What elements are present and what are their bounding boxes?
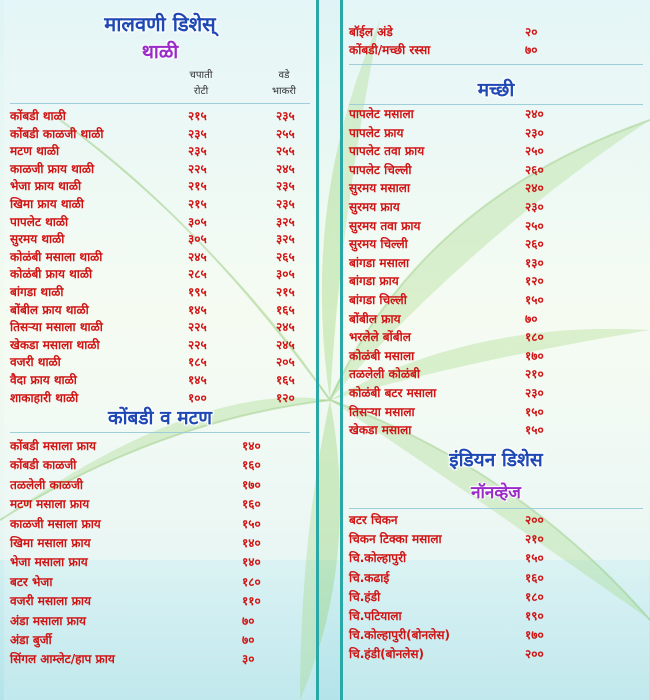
indian-dishes-title: इंडियन डिशेस [449,449,543,471]
menu-row [10,632,312,649]
dish-price-alt: ३२५ [276,214,295,229]
menu-row [349,236,645,253]
menu-row [349,329,645,346]
chicken-mutton-title: कोंबडी व मटण [108,407,212,429]
dish-price: १४५ [188,302,207,317]
dish-price: २३५ [188,144,207,159]
menu-row [349,180,645,197]
dish-price: २१० [525,367,544,382]
dish-price: २४० [525,107,544,121]
menu-row [10,535,312,552]
mutton-divider [10,432,310,433]
dish-price: २६० [525,237,544,252]
dish-name: पापलेट थाळी [10,214,69,229]
menu-row [349,199,645,216]
menu-row [349,255,645,272]
dish-price: १६० [242,458,261,473]
menu-row [349,366,645,383]
menu-row [10,178,312,195]
dish-name: पापलेट तवा फ्राय [349,144,425,159]
top-divider [349,64,643,65]
menu-row [349,106,645,123]
menu-row [10,651,312,668]
menu-row [349,627,645,644]
dish-name: चि.हंडी(बोनलेस) [349,647,425,662]
menu-row [349,512,645,529]
dish-name: वैदा फ्राय थाळी [10,373,77,387]
dish-name: कोळंबी बटर मसाला [349,386,437,400]
dish-price-alt: १६५ [276,373,295,387]
dish-name: बांगडा चिल्ली [349,293,407,307]
dish-price: ७० [242,613,255,628]
dish-name: चि.पटियाला [349,609,402,623]
dish-price-alt: २३५ [276,197,295,211]
dish-name: बांगडा थाळी [10,285,64,299]
menu-row [349,550,645,567]
dish-price: १८० [525,589,544,604]
menu-row [10,496,312,513]
dish-price: ३० [242,652,255,667]
dish-price: २३५ [188,126,207,141]
menu-row [10,574,312,591]
dish-name: काळजी फ्राय थाळी [10,161,95,176]
dish-name: काळजी मसाला फ्राय [10,516,101,531]
dish-price: २१५ [188,197,207,211]
dish-name: भेजा फ्राय थाळी [10,179,82,194]
right-menu-column [340,0,649,700]
dish-price-alt: २३५ [276,109,295,123]
dish-price: २२५ [188,161,207,176]
dish-price: २५० [525,144,544,159]
dish-price-alt: २३५ [276,179,295,194]
dish-price-alt: २४५ [276,320,295,335]
dish-name: बांगडा फ्राय [349,274,399,289]
dish-name: सिंगल आम्लेट/हाप फ्राय [10,652,115,667]
dish-name: कोंबडी/मच्छी रस्सा [349,43,431,57]
menu-row [10,284,312,301]
dish-price-alt: २६५ [276,249,295,264]
menu-row [349,42,645,59]
fish-divider [349,104,643,105]
dish-price: १४० [242,536,261,550]
dish-price-alt: ३२५ [276,232,295,247]
dish-price: १५० [525,423,544,438]
dish-name: तळलेली काळजी [10,477,83,492]
dish-price-alt: २५५ [276,126,295,141]
dish-name: भरलेले बोंबील [349,330,411,345]
dish-price: ७० [525,43,538,57]
dish-name: अंडा बुर्जी [10,633,52,647]
dish-name: शाकाहारी थाळी [10,390,79,405]
menu-row [10,302,312,319]
dish-price: १४० [242,555,261,570]
dish-price-alt: १२० [276,390,295,405]
dish-name: मटण मसाला फ्राय [10,497,90,512]
menu-row [349,570,645,587]
dish-price: १६० [525,570,544,585]
dish-price-alt: २४५ [276,161,295,176]
dish-price: २८५ [188,267,207,282]
thali-subtitle: थाळी [141,41,179,63]
dish-price: २३० [525,200,544,214]
menu-row [10,372,312,389]
dish-price: ७० [525,311,538,326]
dish-name: चि.हंडी [349,589,381,604]
vade-bhakri-header: वडे भाकरी [272,70,296,97]
menu-row [349,404,645,421]
menu-row [349,143,645,160]
dish-price: १८० [525,330,544,345]
dish-name: बांगडा मसाला [349,255,410,270]
menu-row [10,554,312,571]
menu-row [349,292,645,309]
dish-name: पापलेट मसाला [349,107,414,121]
dish-name: कोळंबी मसाला थाळी [10,249,103,264]
menu-row [349,273,645,290]
menu-row [10,438,312,455]
dish-name: खेकडा मसाला [349,423,412,438]
dish-name: अंडा मसाला फ्राय [10,613,87,628]
dish-name: सुरमय मसाला [349,181,410,196]
fish-title: मच्छी [477,79,515,101]
dish-name: वजरी थाळी [10,355,61,370]
dish-name: कोंबडी थाळी [10,109,66,123]
menu-row [10,337,312,354]
dish-price: १७० [525,628,544,643]
dish-price: २१५ [188,109,207,123]
menu-row [10,214,312,231]
dish-name: सुरमय थाळी [10,232,65,247]
dish-name: बोंबील फ्राय थाळी [10,302,89,317]
dish-price: १७० [242,477,261,492]
chapati-roti-header: चपाती रोटी [189,70,213,97]
left-menu-column [4,0,319,700]
dish-name: चि.कोल्हापुरी [349,551,407,566]
menu-row [10,457,312,474]
dish-price: १५० [525,404,544,419]
menu-row [10,613,312,630]
dish-name: खेकडा मसाला थाळी [10,337,100,352]
malvani-dishes-title: मालवणी डिशेस् [104,12,216,36]
dish-price: १०० [188,390,207,405]
menu-row [349,218,645,235]
dish-name: कोळंबी मसाला [349,348,415,363]
dish-price: २२५ [188,320,207,335]
dish-price: २०० [525,647,544,662]
menu-row [10,249,312,266]
dish-price-alt: २०५ [276,355,295,370]
dish-price: २० [525,25,538,39]
dish-name: पापलेट फ्राय [349,125,404,140]
dish-price: १५० [525,551,544,566]
dish-price: १२० [525,274,544,289]
menu-row [349,311,645,328]
dish-price: ३०५ [188,232,207,247]
dish-price: १४५ [188,373,207,387]
dish-name: चि.कढाई [349,570,390,585]
menu-row [10,319,312,336]
dish-price: २१५ [188,179,207,194]
dish-name: तळलेली कोळंबी [349,367,420,382]
dish-price: १३० [525,255,544,270]
dish-name: वजरी मसाला फ्राय [10,594,91,609]
dish-price: २३० [525,386,544,400]
dish-name: मटण थाळी [10,144,60,159]
dish-name: तिसऱ्या मसाला [349,404,415,419]
dish-price: २६० [525,162,544,177]
menu-row [349,24,645,41]
dish-price: १९५ [188,285,207,299]
menu-row [349,125,645,142]
dish-name: कोळंबी फ्राय थाळी [10,267,93,282]
dish-price: १८० [242,574,261,589]
dish-price: ३०५ [188,214,207,229]
dish-name: खिमा फ्राय थाळी [10,197,84,211]
dish-price: १५० [525,293,544,307]
dish-name: चि.कोल्हापुरी(बोनलेस) [349,628,450,643]
menu-row [349,422,645,439]
dish-price-alt: २५५ [276,144,295,159]
dish-price: २३० [525,125,544,140]
dish-price: १५० [242,516,261,531]
dish-price-alt: २१५ [276,285,295,299]
menu-row [10,354,312,371]
dish-name: सुरमय तवा फ्राय [349,218,421,233]
menu-row [349,608,645,625]
menu-row [10,231,312,248]
dish-name: बोंबील फ्राय [349,311,401,326]
menu-row [349,162,645,179]
dish-name: तिसऱ्या मसाला थाळी [10,320,103,335]
dish-name: पापलेट चिल्ली [349,162,412,177]
dish-name: सुरमय फ्राय [349,200,400,214]
dish-price-alt: १६५ [276,302,295,317]
dish-price: १९० [525,609,544,623]
menu-row [10,143,312,160]
dish-price: १४० [242,439,261,453]
menu-row [10,108,312,125]
menu-row [10,126,312,143]
dish-name: कोंबडी काळजी [10,458,77,473]
menu-row [349,589,645,606]
dish-price: १६० [242,497,261,512]
dish-price: २४५ [188,249,207,264]
menu-row [349,385,645,402]
dish-name: बटर भेजा [10,574,53,589]
menu-row [349,646,645,663]
dish-name: चिकन टिक्का मसाला [349,532,442,547]
dish-price: २२५ [188,337,207,352]
dish-price: २५० [525,218,544,233]
dish-name: खिमा मसाला फ्राय [10,536,91,550]
dish-price-alt: ३०५ [276,267,295,282]
thali-divider [10,103,310,104]
dish-price: २४० [525,181,544,196]
dish-name: सुरमय चिल्ली [349,237,408,252]
dish-price: २०० [525,513,544,527]
menu-row [10,266,312,283]
nonveg-subtitle: नॉनव्हेज [471,483,521,503]
menu-row [10,161,312,178]
dish-name: बटर चिकन [349,513,398,527]
menu-row [349,348,645,365]
dish-price: १७० [525,348,544,363]
menu-row [349,531,645,548]
menu-row [10,477,312,494]
dish-price: २१० [525,532,544,547]
dish-price: ११० [242,594,261,609]
dish-name: कोंबडी काळजी थाळी [10,126,104,141]
dish-price: ७० [242,633,255,647]
dish-name: भेजा मसाला फ्राय [10,555,88,570]
indian-divider [349,508,643,509]
menu-row [10,196,312,213]
menu-row [10,593,312,610]
dish-price-alt: २४५ [276,337,295,352]
dish-name: बॉईल अंडे [349,25,393,39]
dish-price: १८५ [188,355,207,370]
menu-row [10,516,312,533]
dish-name: कोंबडी मसाला फ्राय [10,439,97,453]
